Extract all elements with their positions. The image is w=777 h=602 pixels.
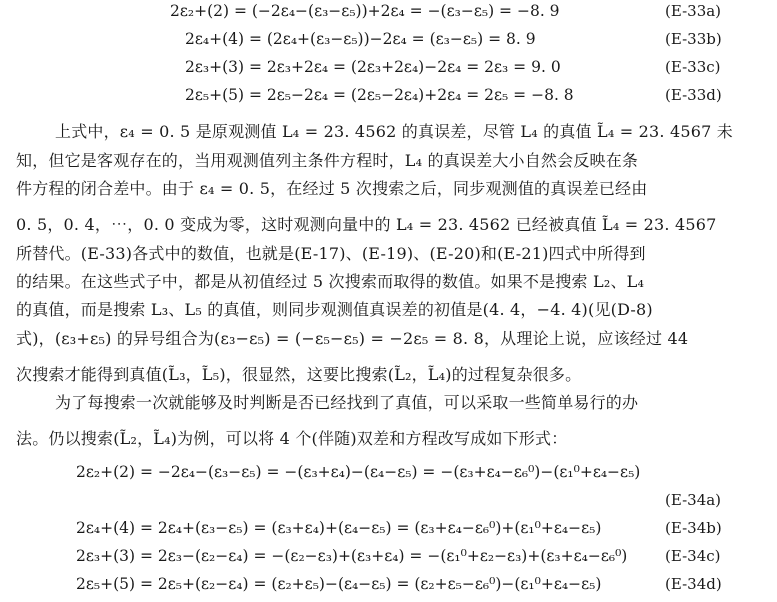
paragraph-line: 的结果。在这些式子中，都是从初值经过 5 次搜索而取得的数值。如果不是搜索 L₂、L₄ [16, 272, 645, 291]
equation-e33c: 2ε₃+(3) = 2ε₃+2ε₄ = (2ε₃+2ε₄)−2ε₄ = 2ε₃ = 9. 0 [185, 58, 561, 76]
equation-tag-e33d: (E-33d) [665, 86, 722, 104]
equation-e33d: 2ε₅+(5) = 2ε₅−2ε₄ = (2ε₅−2ε₄)+2ε₄ = 2ε₅ = −8. 8 [185, 86, 574, 104]
paragraph-line: 件方程的闭合差中。由于 ε₄ = 0. 5，在经过 5 次搜索之后，同步观测值的真误差已经由 [16, 179, 648, 198]
equation-tag-e33a: (E-33a) [665, 2, 722, 20]
equation-tag-e34a: (E-34a) [665, 491, 722, 509]
paragraph-line: 知，但它是客观存在的，当用观测值列主条件方程时，L₄ 的真误差大小自然会反映在条 [16, 151, 639, 170]
equation-e34d: 2ε₅+(5) = 2ε₅+(ε₂−ε₄) = (ε₂+ε₅)−(ε₄−ε₅) = (ε₂+ε₅−ε₆⁰)−(ε₁⁰+ε₄−ε₅) [76, 575, 602, 593]
equation-tag-e34b: (E-34b) [665, 519, 722, 537]
paragraph-line: 上式中，ε₄ = 0. 5 是原观测值 L₄ = 23. 4562 的真误差，尽管 L₄ 的真值 L̃₄ = 23. 4567 未 [55, 122, 733, 141]
paragraph-line: 所替代。(E-33)各式中的数值，也就是(E-17)、(E-19)、(E-20)和(E-21)四式中所得到 [16, 244, 646, 263]
equation-e33a: 2ε₂+(2) = (−2ε₄−(ε₃−ε₅))+2ε₄ = −(ε₃−ε₅) = −8. 9 [170, 2, 560, 20]
paragraph-line: 式)，(ε₃+ε₅) 的异号组合为(ε₃−ε₅) = (−ε₅−ε₅) = −2ε₅ = 8. 8，从理论上说，应该经过 44 [16, 329, 689, 348]
equation-e33b: 2ε₄+(4) = (2ε₄+(ε₃−ε₅))−2ε₄ = (ε₃−ε₅) = 8. 9 [185, 30, 536, 48]
equation-tag-e33b: (E-33b) [665, 30, 722, 48]
paragraph-line: 次搜索才能得到真值(L̃₃，L̃₅)，很显然，这要比搜索(L̃₂，L̃₄)的过程复杂很多。 [16, 365, 582, 384]
equation-tag-e34c: (E-34c) [665, 547, 721, 565]
equation-e34b: 2ε₄+(4) = 2ε₄+(ε₃−ε₅) = (ε₃+ε₄)+(ε₄−ε₅) = (ε₃+ε₄−ε₆⁰)+(ε₁⁰+ε₄−ε₅) [76, 519, 602, 537]
paragraph-line: 法。仍以搜索(L̃₂，L̃₄)为例，可以将 4 个(伴随)双差和方程改写成如下形式： [16, 429, 568, 448]
equation-tag-e34d: (E-34d) [665, 575, 722, 593]
equation-e34c: 2ε₃+(3) = 2ε₃−(ε₂−ε₄) = −(ε₂−ε₃)+(ε₃+ε₄) = −(ε₁⁰+ε₂−ε₃)+(ε₃+ε₄−ε₆⁰) [76, 547, 628, 565]
equation-tag-e33c: (E-33c) [665, 58, 721, 76]
paragraph-line: 的真值，而是搜索 L₃、L₅ 的真值，则同步观测值真误差的初值是(4. 4，−4. 4)(见(D-8) [16, 300, 653, 319]
paragraph-line: 0. 5，0. 4，⋯，0. 0 变成为零，这时观测向量中的 L₄ = 23. 4562 已经被真值 L̃₄ = 23. 4567 [16, 215, 717, 234]
equation-e34a: 2ε₂+(2) = −2ε₄−(ε₃−ε₅) = −(ε₃+ε₄)−(ε₄−ε₅) = −(ε₃+ε₄−ε₆⁰)−(ε₁⁰+ε₄−ε₅) [76, 463, 641, 481]
paragraph-line: 为了每搜索一次就能够及时判断是否已经找到了真值，可以采取一些简单易行的办 [55, 393, 639, 412]
